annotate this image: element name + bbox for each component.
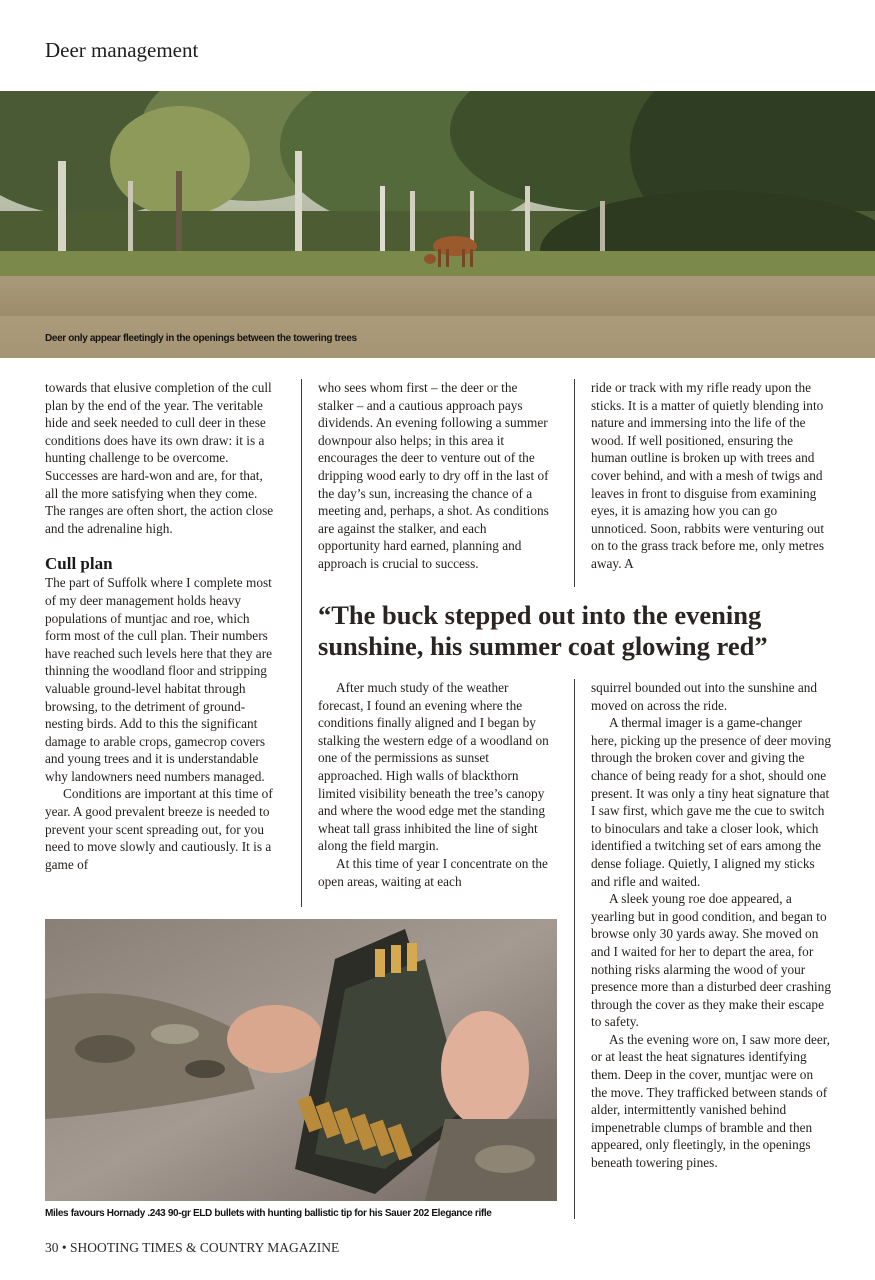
article-column-2-top — [318, 379, 550, 573]
subheading-cull-plan: Cull plan — [45, 554, 113, 574]
pull-quote: “The buck stepped out into the evening sunshine, his summer coat glowing red” — [318, 600, 768, 661]
body-paragraph: A thermal imager is a game-changer here, picking up the presence of deer moving through the broken cover and giving the chance of being ready for a shot, should one present. It was only a tiny heat signature that I saw first, which gave me the cue to switch to binoculars and take a closer look, which identified a twitching set of ears among the dense foliage. Quietly, I aligned my sticks and rifle and waited. — [591, 715, 831, 889]
inset-photo — [45, 919, 557, 1201]
body-paragraph: who sees whom first – the deer or the stalker – and a cautious approach pays dividends. An evening following a summer downpour also helps; in this area it encourages the deer to venture out of the dripping wood early to dry off in the last of the day’s sun, increasing the chance of a meeting and, perhaps, a shot. As conditions are against the stalker, and each opportunity hard earned, planning and approach is crucial to success. — [318, 380, 549, 571]
section-title: Deer management — [45, 38, 199, 62]
magazine-name: SHOOTING TIMES & COUNTRY MAGAZINE — [69, 1240, 340, 1255]
column-divider — [574, 679, 575, 1219]
page-footer — [45, 1240, 339, 1256]
body-paragraph: A sleek young roe doe appeared, a yearling but in good condition, and began to browse only 30 yards away. She moved on and I waited for her to depart the area, for nothing risks alarming the wood of your presence more than a disturbed deer crashing through the cover as they make their escape to safety. — [591, 891, 831, 1030]
body-paragraph: Conditions are important at this time of year. A good prevalent breeze is needed to prevent your scent spreading out, for you need to move slowly and cautiously. It is a game of — [45, 786, 273, 872]
article-column-3-top — [591, 379, 831, 573]
body-paragraph: The part of Suffolk where I complete most of my deer management holds heavy populations of muntjac and roe, which form most of the cull plan. Their numbers have reached such levels here that they are thinning the woodland floor and stripping valuable ground-level habitat through browsing, to the detriment of ground-nesting birds. Add to this the significant damage to arable crops, gamecrop covers and young trees and it is understandable why landowners need numbers managed. — [45, 575, 273, 784]
article-column-2-bottom — [318, 679, 554, 890]
body-paragraph: After much study of the weather forecast, I found an evening where the conditions finally aligned and I began by stalking the western edge of a woodland on one of the permissions as sunset approached. High walls of blackthorn limited visibility beneath the tree’s canopy and where the wood edge met the standing wheat tall grass inhibited the line of sight along the field margin. — [318, 680, 549, 854]
hero-caption: Deer only appear fleetingly in the openings between the towering trees — [45, 333, 357, 344]
body-paragraph: At this time of year I concentrate on the open areas, waiting at each — [318, 855, 548, 889]
page-number: 30 — [45, 1240, 59, 1255]
inset-caption: Miles favours Hornady .243 90-gr ELD bullets with hunting ballistic tip for his Sauer 202 Elegance rifle — [45, 1208, 492, 1219]
body-paragraph: towards that elusive completion of the cull plan by the end of the year. The veritable hide and seek needed to cull deer in these conditions does have its own draw: it is a hunting challenge to be overcome. Successes are hard-won and are, for that, all the more satisfying when they come. The ranges are often short, the action close and the adrenaline high. — [45, 380, 274, 536]
body-paragraph: ride or track with my rifle ready upon the sticks. It is a matter of quietly blending into nature and immersing into the life of the wood. If well positioned, ensuring the human outline is broken up with trees and cover behind, and with a mesh of twigs and leaves in front to disguise from examining eyes, it is amazing how you can go unnoticed. Soon, rabbits were venturing out on to the grass track before me, only metres away. A — [591, 380, 825, 571]
woodland-deer-illustration — [0, 91, 875, 358]
ammunition-wallet-illustration — [45, 919, 557, 1201]
hero-photo — [0, 91, 875, 358]
article-column-3-bottom — [591, 679, 831, 1172]
body-paragraph: As the evening wore on, I saw more deer, or at least the heat signatures identifying them. Deep in the cover, muntjac were on the move. They trafficked between stands of alder, intermittently vanished behind impenetrable clumps of bramble and then appeared, only fleetingly, in the openings beneath towering pines. — [591, 1031, 831, 1171]
article-column-1 — [45, 379, 277, 873]
body-paragraph: squirrel bounded out into the sunshine and moved on across the ride. — [591, 680, 818, 713]
column-divider — [574, 379, 575, 587]
column-divider — [301, 379, 302, 907]
footer-separator: • — [61, 1240, 67, 1255]
